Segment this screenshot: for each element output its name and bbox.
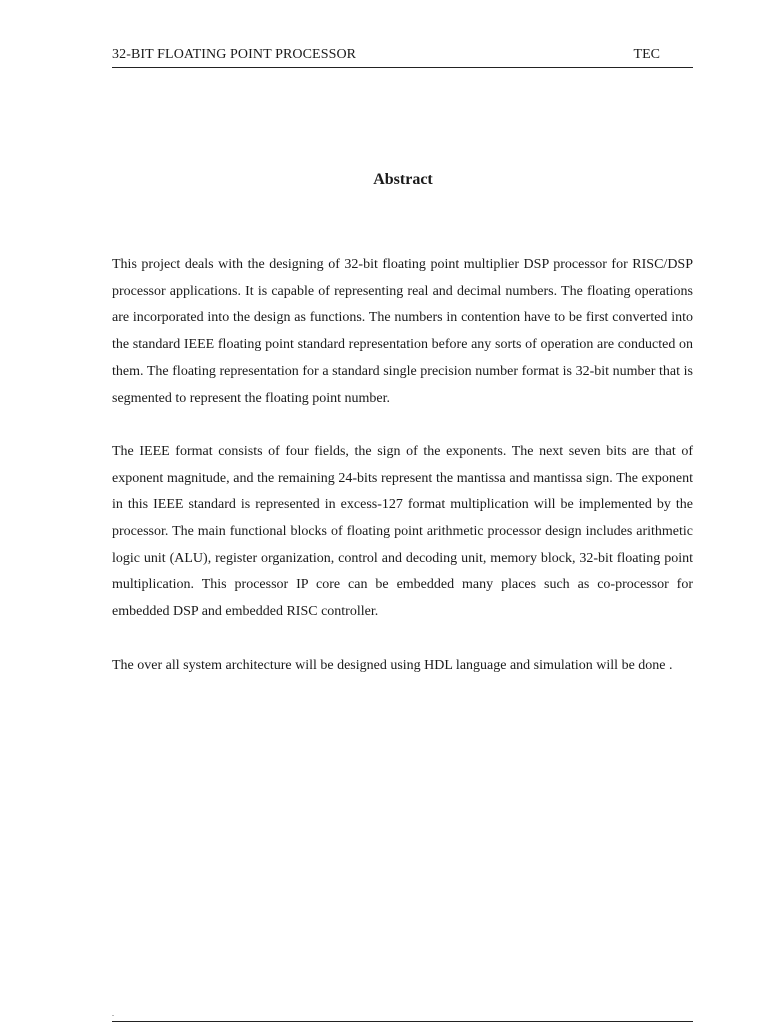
footer-mark: . bbox=[112, 1009, 114, 1018]
header-org: TEC bbox=[633, 47, 660, 62]
footer-rule bbox=[112, 1021, 693, 1022]
abstract-paragraph-1: This project deals with the designing of 32-bit floating point multiplier DSP processor for RISC/DSP processor applications. It is capable of representing real and decimal numbers. The floating operations are incorporated into the design as functions. The numbers in contention have to be first converted into the standard IEEE floating point standard representation before any sorts of operation are conducted on them. The floating representation for a standard single precision number format is 32-bit number that is segmented to represent the floating point number. bbox=[112, 257, 693, 406]
abstract-heading: Abstract bbox=[373, 171, 433, 188]
abstract-body bbox=[112, 252, 693, 706]
header-title: 32-BIT FLOATING POINT PROCESSOR bbox=[112, 47, 357, 62]
abstract-paragraph-2: The IEEE format consists of four fields, the sign of the exponents. The next seven bits are that of exponent magnitude, and the remaining 24-bits represent the mantissa and mantissa sign. The exponent in this IEEE standard is represented in excess-127 format multiplication will be implemented by the processor. The main functional blocks of floating point arithmetic processor design includes arithmetic logic unit (ALU), register organization, control and decoding unit, memory block, 32-bit floating point multiplication. This processor IP core can be embedded many places such as co-processor for embedded DSP and embedded RISC controller. bbox=[112, 443, 693, 620]
abstract-paragraph-3: The over all system architecture will be designed using HDL language and simulation will be done . bbox=[112, 657, 673, 673]
page-header bbox=[112, 45, 693, 68]
